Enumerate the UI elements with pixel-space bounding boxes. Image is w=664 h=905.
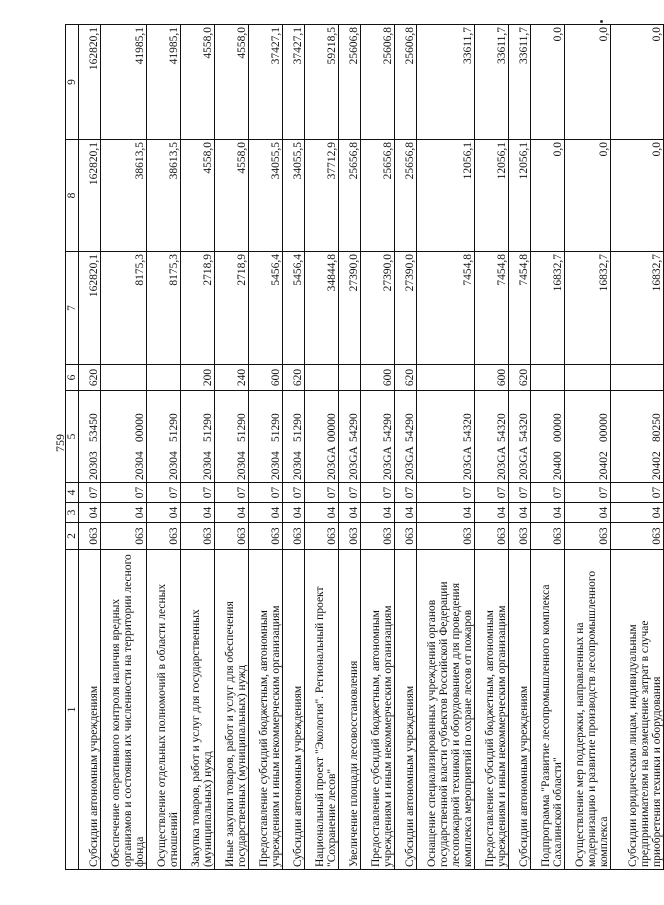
- header-cell: 6: [66, 365, 79, 391]
- section-code: 04: [101, 503, 147, 523]
- row-description: Осуществление отдельных полномочий в области лесных отношений: [147, 550, 181, 870]
- amount-col-7: 16832,7: [565, 252, 611, 365]
- amount-col-7: 7454,8: [417, 252, 475, 365]
- header-cell: 7: [66, 252, 79, 365]
- ministry-code: 063: [611, 523, 664, 550]
- amount-col-7: 2718,9: [181, 252, 215, 365]
- ministry-code: 063: [531, 523, 565, 550]
- amount-col-8: 12056,1: [475, 140, 509, 252]
- ministry-code: 063: [79, 523, 101, 550]
- subsection-code: 07: [475, 483, 509, 503]
- expense-type-code: 600: [249, 365, 283, 391]
- program-code: 20304: [134, 451, 146, 480]
- target-article-code: [475, 391, 509, 483]
- amount-col-8: 25656,8: [339, 140, 361, 252]
- expense-type-code: [531, 365, 565, 391]
- program-code: 203GA: [518, 446, 530, 480]
- program-code: 20304: [236, 451, 248, 480]
- expense-type-code: 620: [509, 365, 531, 391]
- program-code: 20402: [598, 451, 610, 480]
- section-code: 04: [565, 503, 611, 523]
- direction-code: 00000: [598, 413, 610, 442]
- amount-col-9: 25606,8: [361, 25, 395, 140]
- expense-type-code: [339, 365, 361, 391]
- direction-code: 54320: [496, 413, 508, 442]
- subsection-code: 07: [215, 483, 249, 503]
- target-article-code: [305, 391, 339, 483]
- amount-col-7: 162820,1: [79, 252, 101, 365]
- row-description: Субсидии автономным учреждениям: [395, 550, 417, 870]
- section-code: 04: [611, 503, 664, 523]
- expense-type-code: 620: [283, 365, 305, 391]
- expense-type-code: 620: [395, 365, 417, 391]
- table-row: [305, 25, 339, 870]
- program-code: 20304: [202, 451, 214, 480]
- amount-col-9: 37427,1: [283, 25, 305, 140]
- subsection-code: 07: [305, 483, 339, 503]
- section-code: 04: [395, 503, 417, 523]
- program-code: 203GA: [348, 446, 360, 480]
- table-row: [181, 25, 215, 870]
- amount-col-9: 4558,0: [181, 25, 215, 140]
- target-article-code: [361, 391, 395, 483]
- target-article-code: [283, 391, 305, 483]
- amount-col-8: 4558,0: [181, 140, 215, 252]
- header-cell: 8: [66, 140, 79, 252]
- amount-col-7: 27390,0: [395, 252, 417, 365]
- ministry-code: 063: [417, 523, 475, 550]
- amount-col-7: 27390,0: [339, 252, 361, 365]
- subsection-code: 07: [79, 483, 101, 503]
- expense-type-code: [305, 365, 339, 391]
- ministry-code: 063: [249, 523, 283, 550]
- section-code: 04: [215, 503, 249, 523]
- amount-col-9: 4558,0: [215, 25, 249, 140]
- expense-type-code: [611, 365, 664, 391]
- subsection-code: 07: [417, 483, 475, 503]
- direction-code: 51290: [168, 413, 180, 442]
- direction-code: 51290: [270, 413, 282, 442]
- table-row: [417, 25, 475, 870]
- table-row: [611, 25, 664, 870]
- amount-col-7: 16832,7: [611, 252, 664, 365]
- ministry-code: 063: [101, 523, 147, 550]
- row-description: Закупка товаров, работ и услуг для государственных (муниципальных) нужд: [181, 550, 215, 870]
- amount-col-8: 38613,5: [147, 140, 181, 252]
- table-row: [79, 25, 101, 870]
- expense-type-code: [101, 365, 147, 391]
- ministry-code: 063: [305, 523, 339, 550]
- expense-type-code: 600: [361, 365, 395, 391]
- target-article-code: [339, 391, 361, 483]
- ministry-code: 063: [339, 523, 361, 550]
- program-code: 203GA: [462, 446, 474, 480]
- section-code: 04: [531, 503, 565, 523]
- amount-col-9: 25606,8: [395, 25, 417, 140]
- amount-col-7: 8175,3: [147, 252, 181, 365]
- amount-col-7: 5456,4: [283, 252, 305, 365]
- section-code: 04: [283, 503, 305, 523]
- ministry-code: 063: [147, 523, 181, 550]
- program-code: 20304: [168, 451, 180, 480]
- direction-code: 00000: [134, 413, 146, 442]
- amount-col-8: 0,0: [611, 140, 664, 252]
- section-code: 04: [249, 503, 283, 523]
- amount-col-7: 5456,4: [249, 252, 283, 365]
- target-article-code: [565, 391, 611, 483]
- budget-table: [65, 24, 664, 870]
- subsection-code: 07: [361, 483, 395, 503]
- ministry-code: 063: [215, 523, 249, 550]
- ministry-code: 063: [283, 523, 305, 550]
- row-description: Субсидии автономным учреждениям: [79, 550, 101, 870]
- amount-col-7: 16832,7: [531, 252, 565, 365]
- direction-code: 00000: [552, 413, 564, 442]
- target-article-code: [101, 391, 147, 483]
- row-description: Предоставление субсидий бюджетным, автономным учреждениям и иным некоммерческим организациям: [475, 550, 509, 870]
- table-row: [565, 25, 611, 870]
- amount-col-9: 41985,1: [147, 25, 181, 140]
- ministry-code: 063: [181, 523, 215, 550]
- amount-col-7: 7454,8: [475, 252, 509, 365]
- subsection-code: 07: [249, 483, 283, 503]
- expense-type-code: [565, 365, 611, 391]
- row-description: Оснащение специализированных учреждений органов государственной власти субъектов Российской Федерации лесопожарной техникой и оборудованием для проведения комплекса мероприятий по охране лесов от пожаров: [417, 550, 475, 870]
- amount-col-7: 8175,3: [101, 252, 147, 365]
- program-code: 203GA: [382, 446, 394, 480]
- table-row: [509, 25, 531, 870]
- target-article-code: [509, 391, 531, 483]
- subsection-code: 07: [611, 483, 664, 503]
- amount-col-9: 33611,7: [509, 25, 531, 140]
- row-description: Субсидии автономным учреждениям: [509, 550, 531, 870]
- amount-col-9: 37427,1: [249, 25, 283, 140]
- table-body: [79, 25, 664, 870]
- direction-code: 51290: [202, 413, 214, 442]
- row-description: Обеспечение оперативного контроля наличия вредных организмов и состояния их численности на территории лесного фонда: [101, 550, 147, 870]
- amount-col-9: 59218,5: [305, 25, 339, 140]
- row-description: Иные закупки товаров, работ и услуг для обеспечения государственных (муниципальных) нужд: [215, 550, 249, 870]
- scan-speck: [600, 20, 603, 23]
- row-description: Предоставление субсидий бюджетным, автономным учреждениям и иным некоммерческим организациям: [361, 550, 395, 870]
- amount-col-8: 38613,5: [101, 140, 147, 252]
- subsection-code: 07: [395, 483, 417, 503]
- direction-code: 51290: [292, 413, 304, 442]
- table-row: [339, 25, 361, 870]
- target-article-code: [215, 391, 249, 483]
- section-code: 04: [181, 503, 215, 523]
- section-code: 04: [361, 503, 395, 523]
- amount-col-7: 2718,9: [215, 252, 249, 365]
- table-row: [475, 25, 509, 870]
- target-article-code: [531, 391, 565, 483]
- table-row: [101, 25, 147, 870]
- program-code: 20304: [270, 451, 282, 480]
- program-code: 20304: [292, 451, 304, 480]
- direction-code: 00000: [326, 413, 338, 442]
- amount-col-8: 12056,1: [417, 140, 475, 252]
- target-article-code: [611, 391, 664, 483]
- section-code: 04: [339, 503, 361, 523]
- ministry-code: 063: [475, 523, 509, 550]
- amount-col-8: 4558,0: [215, 140, 249, 252]
- section-code: 04: [475, 503, 509, 523]
- program-code: 203GA: [404, 446, 416, 480]
- direction-code: 54290: [348, 413, 360, 442]
- subsection-code: 07: [339, 483, 361, 503]
- row-description: Подпрограмма "Развитие лесопромышленного комплекса Сахалинской области": [531, 550, 565, 870]
- direction-code: 51290: [236, 413, 248, 442]
- subsection-code: 07: [531, 483, 565, 503]
- subsection-code: 07: [101, 483, 147, 503]
- target-article-code: [79, 391, 101, 483]
- header-cell: 2: [66, 523, 79, 550]
- row-description: Осуществление мер поддержки, направленных на модернизацию и развитие производств лесопромышленного комплекса: [565, 550, 611, 870]
- header-cell: 3: [66, 503, 79, 523]
- amount-col-8: 25656,8: [395, 140, 417, 252]
- program-code: 20402: [651, 451, 663, 480]
- amount-col-8: 34055,5: [283, 140, 305, 252]
- target-article-code: [395, 391, 417, 483]
- section-code: 04: [509, 503, 531, 523]
- amount-col-8: 162820,1: [79, 140, 101, 252]
- expense-type-code: 620: [79, 365, 101, 391]
- direction-code: 54290: [404, 413, 416, 442]
- program-code: 20303: [88, 451, 100, 480]
- amount-col-9: 0,0: [565, 25, 611, 140]
- direction-code: 54290: [382, 413, 394, 442]
- section-code: 04: [305, 503, 339, 523]
- expense-type-code: [147, 365, 181, 391]
- row-description: Предоставление субсидий бюджетным, автономным учреждениям и иным некоммерческим организациям: [249, 550, 283, 870]
- table-row: [531, 25, 565, 870]
- amount-col-9: 33611,7: [475, 25, 509, 140]
- target-article-code: [147, 391, 181, 483]
- section-code: 04: [147, 503, 181, 523]
- expense-type-code: 200: [181, 365, 215, 391]
- amount-col-8: 0,0: [565, 140, 611, 252]
- expense-type-code: 240: [215, 365, 249, 391]
- header-cell: 5: [66, 391, 79, 483]
- target-article-code: [249, 391, 283, 483]
- amount-col-7: 27390,0: [361, 252, 395, 365]
- row-description: Увеличение площади лесовосстановления: [339, 550, 361, 870]
- ministry-code: 063: [361, 523, 395, 550]
- table-row: [147, 25, 181, 870]
- amount-col-9: 25606,8: [339, 25, 361, 140]
- row-description: Субсидии юридическим лицам, индивидуальным предпринимателям на возмещение затрат в случае приобретения техники и оборудования: [611, 550, 664, 870]
- table-row: [249, 25, 283, 870]
- amount-col-8: 0,0: [531, 140, 565, 252]
- ministry-code: 063: [509, 523, 531, 550]
- program-code: 203GA: [496, 446, 508, 480]
- subsection-code: 07: [283, 483, 305, 503]
- target-article-code: [417, 391, 475, 483]
- row-description: Субсидии автономным учреждениям: [283, 550, 305, 870]
- amount-col-8: 34055,5: [249, 140, 283, 252]
- amount-col-9: 41985,1: [101, 25, 147, 140]
- rotated-page: [65, 25, 663, 870]
- section-code: 04: [79, 503, 101, 523]
- direction-code: 53450: [88, 413, 100, 442]
- table-row: [395, 25, 417, 870]
- amount-col-8: 37712,9: [305, 140, 339, 252]
- table-row: [283, 25, 305, 870]
- direction-code: 80250: [651, 413, 663, 442]
- subsection-code: 07: [147, 483, 181, 503]
- page-number: 759: [53, 434, 67, 452]
- amount-col-8: 25656,8: [361, 140, 395, 252]
- program-code: 20400: [552, 451, 564, 480]
- amount-col-7: 34844,8: [305, 252, 339, 365]
- subsection-code: 07: [565, 483, 611, 503]
- table-row: [215, 25, 249, 870]
- header-cell: 9: [66, 25, 79, 140]
- amount-col-7: 7454,8: [509, 252, 531, 365]
- section-code: 04: [417, 503, 475, 523]
- header-cell: 4: [66, 483, 79, 503]
- ministry-code: 063: [565, 523, 611, 550]
- expense-type-code: [417, 365, 475, 391]
- ministry-code: 063: [395, 523, 417, 550]
- amount-col-9: 162820,1: [79, 25, 101, 140]
- program-code: 203GA: [326, 446, 338, 480]
- amount-col-9: 33611,7: [417, 25, 475, 140]
- table-row: [361, 25, 395, 870]
- direction-code: 54320: [462, 413, 474, 442]
- row-description: Национальный проект "Экология". Региональный проект "Сохранение лесов": [305, 550, 339, 870]
- target-article-code: [181, 391, 215, 483]
- table-header-row: [66, 25, 79, 870]
- direction-code: 54320: [518, 413, 530, 442]
- amount-col-8: 12056,1: [509, 140, 531, 252]
- subsection-code: 07: [509, 483, 531, 503]
- amount-col-9: 0,0: [611, 25, 664, 140]
- subsection-code: 07: [181, 483, 215, 503]
- amount-col-9: 0,0: [531, 25, 565, 140]
- expense-type-code: 600: [475, 365, 509, 391]
- header-cell: 1: [66, 550, 79, 870]
